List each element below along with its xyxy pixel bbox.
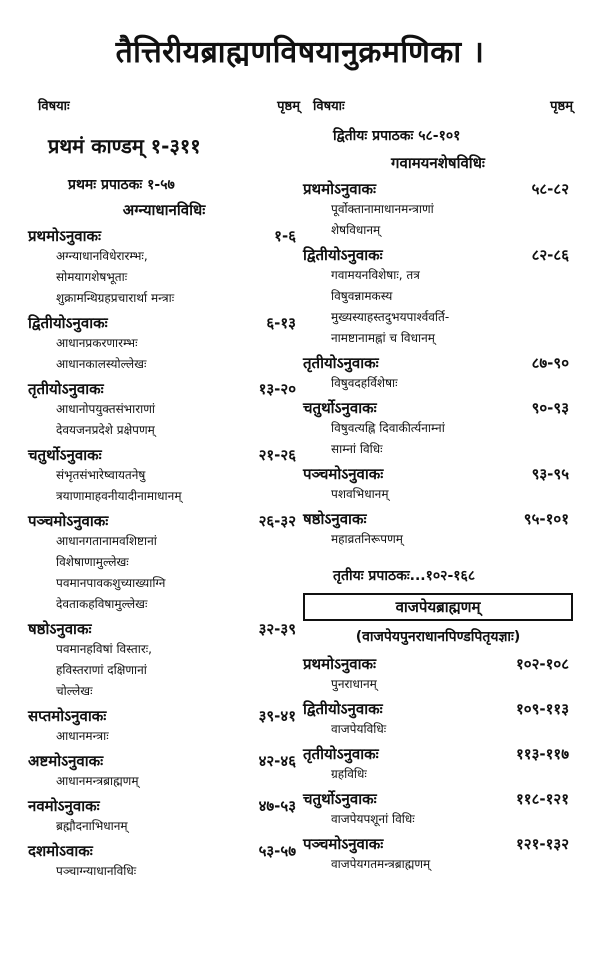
anuvaka-row (28, 706, 300, 726)
page-range: ९०-९३ (531, 399, 569, 417)
list-item (303, 245, 573, 349)
anuvaka-name: द्वितीयोऽनुवाकः (28, 314, 108, 332)
list-item (303, 654, 573, 695)
page-title: तैत्तिरीयब्राह्मणविषयानुक्रमणिका । (115, 35, 485, 70)
list-item (303, 464, 573, 505)
list-item (28, 796, 300, 837)
list-item (28, 511, 300, 615)
page-range: ९३-९५ (531, 465, 569, 483)
topic-line: शेषविधानम् (331, 223, 381, 237)
anuvaka-name: प्रथमोऽनुवाकः (28, 227, 102, 245)
topic-line: मुख्यस्याहस्तदुभयपार्श्ववर्ति- (331, 310, 450, 324)
anuvaka-row (28, 619, 300, 639)
page-header: पृष्ठम् (550, 99, 573, 114)
subject-header: विषयाः (38, 99, 70, 114)
topic-line: पूर्वोक्तानामाधानमन्त्राणां (331, 202, 434, 216)
list-item (303, 699, 573, 740)
topic-line: आधानमन्त्राः (56, 729, 109, 743)
list-item (28, 751, 300, 792)
anuvaka-row (303, 464, 573, 484)
topic-line: ग्रहविधिः (331, 767, 367, 781)
list-item (28, 841, 300, 882)
page-range: ३९-४१ (258, 707, 296, 725)
page-range: १३-२० (258, 380, 296, 398)
list-item (303, 789, 573, 830)
anuvaka-name: दशमोऽवाकः (28, 842, 93, 860)
page-range: ८२-८६ (531, 246, 569, 264)
page-range: ११८-१२१ (515, 790, 569, 808)
entry-list (303, 654, 573, 875)
topic-line: पवमानपावकशुच्याख्याग्नि (56, 576, 166, 590)
topic-line: आधानकालस्योल्लेखः (56, 357, 147, 371)
anuvaka-name: पञ्चमोऽनुवाकः (303, 465, 384, 483)
topic-line: वाजपेयविधिः (331, 722, 387, 736)
anuvaka-row (303, 834, 573, 854)
anuvaka-row (303, 398, 573, 418)
topic-line: साम्नां विधिः (331, 442, 383, 456)
list-item (28, 706, 300, 747)
page-range: ११३-११७ (515, 745, 569, 763)
page-range: १२१-१३२ (515, 835, 569, 853)
topic-line: नामष्टानामह्नां च विधानम् (331, 331, 435, 345)
anuvaka-row (303, 699, 573, 719)
anuvaka-row (28, 313, 300, 333)
anuvaka-name: षष्ठोऽनुवाकः (303, 510, 367, 528)
anuvaka-name: प्रथमोऽनुवाकः (303, 180, 377, 198)
page-range: ४७-५३ (258, 797, 296, 815)
anuvaka-row (303, 654, 573, 674)
anuvaka-row (303, 789, 573, 809)
anuvaka-row (28, 379, 300, 399)
section-subtitle: (वाजपेयपुनराधानपिण्डपितृयज्ञाः) (355, 629, 521, 645)
topic-line: महाव्रतनिरूपणम् (331, 532, 403, 546)
list-item (303, 398, 573, 460)
entry-list (28, 226, 300, 882)
page-range: १०९-११३ (515, 700, 569, 718)
anuvaka-row (303, 744, 573, 764)
topic-line: सोमयागशेषभूताः (56, 270, 128, 284)
anuvaka-name: चतुर्थोऽनुवाकः (28, 446, 102, 464)
anuvaka-name: द्वितीयोऽनुवाकः (303, 246, 383, 264)
topic-line: पञ्चाग्न्याधानविधिः (56, 864, 137, 878)
page-range: ४२-४६ (258, 752, 296, 770)
anuvaka-name: प्रथमोऽनुवाकः (303, 655, 377, 673)
page-range: ५३-५७ (258, 842, 296, 860)
page-range: ५८-८२ (531, 180, 569, 198)
anuvaka-name: नवमोऽनुवाकः (28, 797, 100, 815)
subject-header: विषयाः (313, 99, 345, 114)
topic-line: शुक्रामन्थिग्रहप्रचारार्था मन्त्राः (56, 291, 175, 305)
topic-line: ब्रह्मौदनाभिधानम् (56, 819, 128, 833)
topic-line: संभृतसंभारेष्वायतनेषु (56, 468, 146, 482)
column-header (313, 96, 573, 116)
topic-line: पवमानहविषां विस्तारः, (56, 642, 152, 656)
topic-line: देवयजनप्रदेशे प्रक्षेपणम् (56, 423, 155, 437)
anuvaka-row (28, 445, 300, 465)
list-item (28, 313, 300, 375)
anuvaka-row (303, 509, 573, 529)
right-column (303, 96, 573, 875)
anuvaka-name: पञ्चमोऽनुवाकः (303, 835, 384, 853)
topic-line: चोल्लेखः (56, 684, 93, 698)
topic-line: वाजपेयगतमन्त्रब्राह्मणम् (331, 857, 431, 871)
anuvaka-name: अष्टमोऽनुवाकः (28, 752, 104, 770)
topic-line: आधानमन्त्रब्राह्मणम् (56, 774, 139, 788)
prapathaka-heading: प्रथमः प्रपाठकः १-५७ (68, 177, 175, 193)
prapathaka-heading: तृतीयः प्रपाठकः...१०२-१६८ (333, 568, 476, 584)
topic-line: विशेषाणामुल्लेखः (56, 555, 129, 569)
anuvaka-row (28, 226, 300, 246)
topic-line: हविस्तराणां दक्षिणानां (56, 663, 147, 677)
list-item (28, 619, 300, 702)
anuvaka-name: चतुर्थोऽनुवाकः (303, 399, 377, 417)
anuvaka-name: चतुर्थोऽनुवाकः (303, 790, 377, 808)
anuvaka-row (28, 796, 300, 816)
page-range: ६-१३ (266, 314, 296, 332)
page-header: पृष्ठम् (277, 99, 300, 114)
topic-line: गवामयनविशेषाः, तत्र (331, 268, 420, 282)
section-heading-boxed: वाजपेयब्राह्मणम् (303, 593, 573, 621)
anuvaka-row (28, 511, 300, 531)
anuvaka-name: षष्ठोऽनुवाकः (28, 620, 92, 638)
anuvaka-row (303, 245, 573, 265)
list-item (303, 179, 573, 241)
page-range: १-६ (274, 227, 296, 245)
topic-line: आधानोपयुक्तसंभाराणां (56, 402, 156, 416)
anuvaka-name: तृतीयोऽनुवाकः (28, 380, 104, 398)
topic-line: देवताकहविषामुल्लेखः (56, 597, 148, 611)
page-range: ३२-३९ (258, 620, 296, 638)
topic-line: वाजपेयपशूनां विधिः (331, 812, 415, 826)
list-item (303, 353, 573, 394)
topic-line: पशवभिधानम् (331, 487, 389, 501)
list-item (303, 509, 573, 550)
topic-line: पुनराधानम् (331, 677, 377, 691)
anuvaka-name: सप्तमोऽनुवाकः (28, 707, 107, 725)
anuvaka-name: तृतीयोऽनुवाकः (303, 745, 379, 763)
kanda-heading: प्रथमं काण्डम् १-३११ (48, 134, 201, 158)
anuvaka-row (303, 353, 573, 373)
anuvaka-name: तृतीयोऽनुवाकः (303, 354, 379, 372)
page-range: २६-३२ (258, 512, 296, 530)
page-range: १०२-१०८ (515, 655, 569, 673)
list-item (303, 744, 573, 785)
anuvaka-row (28, 751, 300, 771)
page-range: २१-२६ (258, 446, 296, 464)
topic-line: आधानप्रकरणारम्भः (56, 336, 138, 350)
topic-line: विषुवदहर्विशेषाः (331, 376, 398, 390)
page-range: ९५-१०१ (523, 510, 569, 528)
topic-line: विषुवन्नामकस्य (331, 289, 393, 303)
entry-list (303, 179, 573, 550)
left-column (28, 96, 300, 882)
topic-line: आधानगतानामवशिष्टानां (56, 534, 157, 548)
anuvaka-row (28, 841, 300, 861)
topic-line: त्रयाणामाहवनीयादीनामाधानम् (56, 489, 182, 503)
list-item (28, 226, 300, 309)
prapathaka-heading: द्वितीयः प्रपाठकः ५८-१०१ (333, 128, 461, 144)
section-heading: गवामयनशेषविधिः (391, 154, 485, 172)
list-item (28, 445, 300, 507)
list-item (303, 834, 573, 875)
section-heading: अग्न्याधानविधिः (122, 201, 206, 219)
topic-line: विषुवत्यह्नि दिवाकीर्त्यनाम्नां (331, 421, 445, 435)
anuvaka-row (303, 179, 573, 199)
topic-line: अग्न्याधानविधेरारम्भः, (56, 249, 148, 263)
anuvaka-name: पञ्चमोऽनुवाकः (28, 512, 109, 530)
page-range: ८७-९० (531, 354, 569, 372)
column-header (38, 96, 300, 116)
list-item (28, 379, 300, 441)
anuvaka-name: द्वितीयोऽनुवाकः (303, 700, 383, 718)
